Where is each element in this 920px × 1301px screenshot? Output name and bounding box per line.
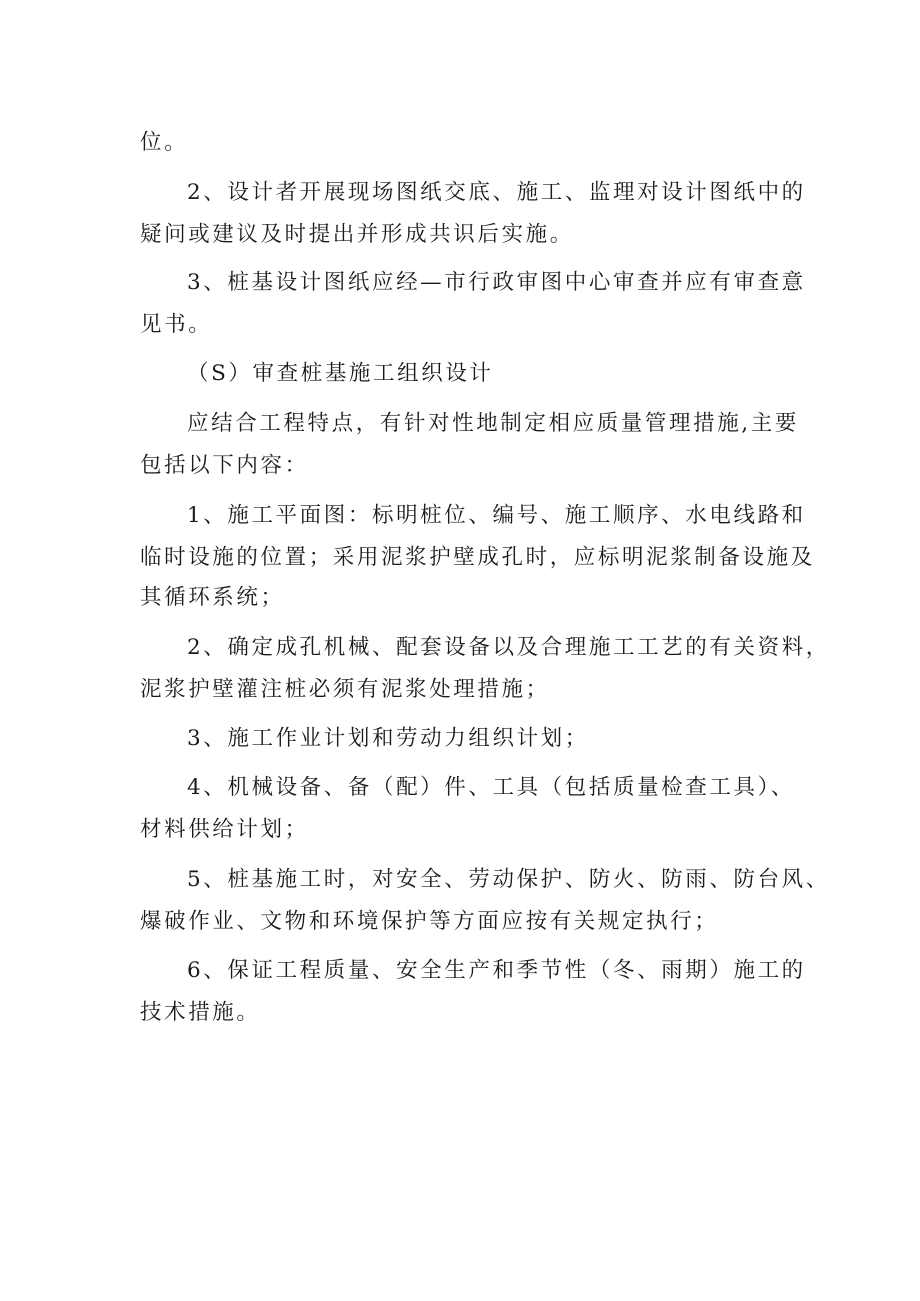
list-item-4-line-2: 材料供给计划； <box>140 817 309 842</box>
paragraph-continuation-line: 位。 <box>140 130 189 155</box>
item-3-line-2: 见书。 <box>140 312 213 337</box>
item-2-line-1: 2、设计者开展现场图纸交底、施工、监理对设计图纸中的 <box>187 180 806 205</box>
item-3-line-1: 3、桩基设计图纸应经—市行政审图中心审查并应有审查意 <box>187 270 806 295</box>
intro-line-2: 包括以下内容： <box>140 453 309 478</box>
list-item-2-line-1: 2、确定成孔机械、配套设备以及合理施工工艺的有关资料， <box>187 635 830 660</box>
list-item-1-line-1: 1、施工平面图：标明桩位、编号、施工顺序、水电线路和 <box>187 503 806 528</box>
intro-line-1: 应结合工程特点，有针对性地制定相应质量管理措施,主要 <box>187 411 799 436</box>
list-item-5-line-2: 爆破作业、文物和环境保护等方面应按有关规定执行； <box>140 909 719 934</box>
list-item-5-line-1: 5、桩基施工时，对安全、劳动保护、防火、防雨、防台风、 <box>187 867 830 892</box>
list-item-1-line-3: 其循环系统； <box>140 585 285 610</box>
section-heading: （S）审查桩基施工组织设计 <box>187 361 494 386</box>
list-item-4-line-1: 4、机械设备、备（配）件、工具（包括质量检查工具）、 <box>187 775 796 800</box>
list-item-6-line-2: 技术措施。 <box>140 1000 261 1025</box>
item-2-line-2: 疑问或建议及时提出并形成共识后实施。 <box>140 222 574 247</box>
list-item-3-line-1: 3、施工作业计划和劳动力组织计划； <box>187 726 589 751</box>
list-item-2-line-2: 泥浆护壁灌注桩必须有泥浆处理措施； <box>140 677 550 702</box>
list-item-1-line-2: 临时设施的位置；采用泥浆护壁成孔时，应标明泥浆制备设施及 <box>140 545 815 570</box>
list-item-6-line-1: 6、保证工程质量、安全生产和季节性（冬、雨期）施工的 <box>187 958 806 983</box>
